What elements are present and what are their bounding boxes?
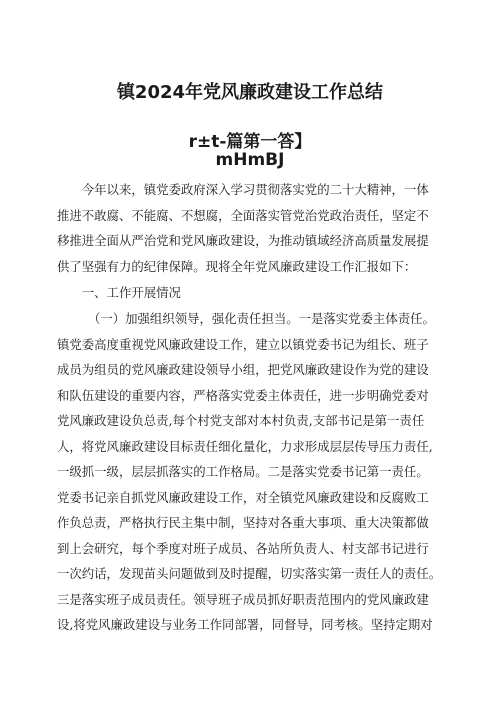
section-heading: [57, 280, 443, 306]
document-subtitle: r±t-篇第一答】: [188, 132, 312, 152]
intro-paragraph: [57, 177, 443, 279]
text-line: 推进不敢腐、不能腐、不想腐，全面落实管党治党政治责任，坚定不: [57, 207, 429, 223]
text-line: 人，将党风廉政建设目标责任细化量化，力求形成层层传导压力责任,: [57, 438, 433, 454]
text-line: 供了坚强有力的纪律保障。现将全年党风廉政建设工作汇报如下：: [57, 258, 417, 274]
text-line: 一次约话，发现苗头问题做到及时提醒，切实落实第一责任人的责任。: [57, 566, 442, 581]
document-title: 镇2024年党风廉政建设工作总结: [116, 82, 384, 103]
section-heading-text: 一、工作开展情况: [57, 285, 181, 300]
document-subtitle-second-line: mHmBJ: [215, 150, 285, 170]
text-line: 一级抓一级，层层抓落实的工作格局。二是落实党委书记第一责任。: [57, 464, 429, 479]
text-line: 设,将党风廉政建设与业务工作同部署，同督导，同考核。坚持定期对: [57, 617, 433, 632]
text-line: 党委书记亲自抓党风廉政建设工作，对全镇党风廉政建设和反腐败工: [57, 489, 429, 505]
text-line: 党风廉政建设负总责,每个村党支部对本村负责,支部书记是第一责任: [57, 413, 425, 428]
text-line: （一）加强组织领导，强化责任担当。一是落实党委主体责任。: [57, 311, 435, 326]
text-line: 今年以来，镇党委政府深入学习贯彻落实党的二十大精神，一体: [57, 182, 429, 197]
text-line: 三是落实班子成员责任。领导班子成员抓好职责范围内的党风廉政建: [57, 591, 429, 607]
text-line: 镇党委高度重视党风廉政建设工作，建立以镇党委书记为组长、班子: [57, 336, 429, 352]
text-line: 成员为组员的党风廉政建设领导小组，把党风廉政建设作为党的建设: [57, 362, 429, 377]
text-line: 作负总责，严格执行民主集中制，坚持对各重大事项、重大决策都做: [57, 515, 429, 530]
text-line: 到上会研究，每个季度对班子成员、各站所负责人、村支部书记进行: [57, 540, 429, 556]
text-line: 移推进全面从严治党和党风廉政建设，为推动镇域经济高质量发展提: [57, 233, 429, 248]
section-paragraph: [57, 306, 443, 638]
text-line: 和队伍建设的重要内容，严格落实党委主体责任，进一步明确党委对: [57, 387, 429, 403]
